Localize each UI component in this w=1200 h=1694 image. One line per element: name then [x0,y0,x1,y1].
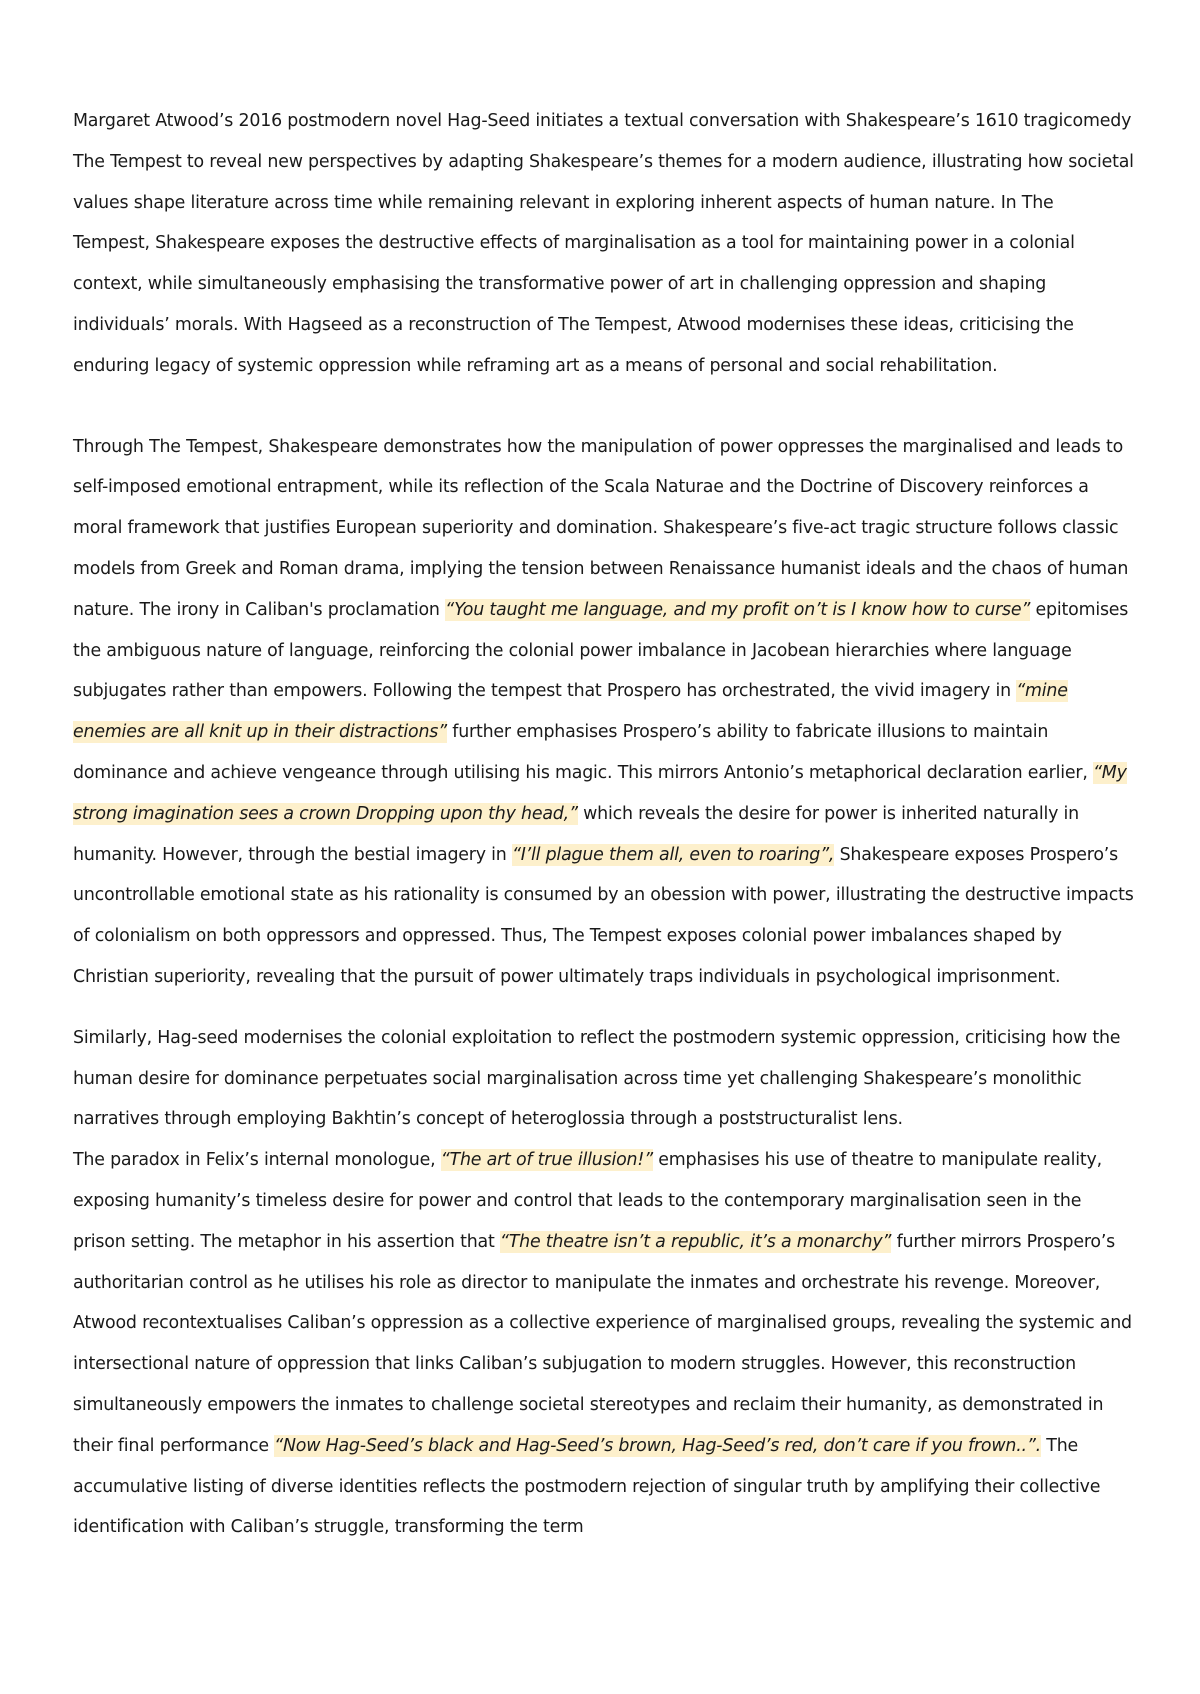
quote-highlight: “I’ll plague them all, even to roaring”, [511,844,835,865]
quote-highlight: “My strong imagination sees a crown Dropping upon thy head,” [73,762,1127,824]
document-body [73,101,1135,1548]
quote-highlight: “You taught me language, and my profit on’t is I know how to curse” [445,599,1031,620]
paragraph-text: which reveals the desire for power is inherited naturally in humanity. However, through the bestial imagery in [73,803,1079,865]
quote-highlight: “mine enemies are all knit up in their distractions” [73,681,1068,743]
paragraph-text: Through The Tempest, Shakespeare demonstrates how the manipulation of power oppresses the marginalised and leads to self-imposed emotional entrapment, while its reflection of the Scala Naturae and the Doctrine of Discovery reinforces a moral framework that justifies European superiority and domination. Shakespeare’s five-act tragic structure follows classic models from Greek and Roman drama, implying the tension between Renaissance humanist ideals and the chaos of human nature. The irony in Caliban's proclamation [73,436,1129,620]
paragraph-text: Margaret Atwood’s 2016 postmodern novel Hag-Seed initiates a textual conversation with Shakespeare’s 1610 tragicomedy The Tempest to reveal new perspectives by adapting Shakespeare’s themes for a modern audience, illustrating how societal values shape literature across time while remaining relevant in exploring inherent aspects of human nature. In The Tempest, Shakespeare exposes the destructive effects of marginalisation as a tool for maintaining power in a colonial context, while simultaneously emphasising the transformative power of art in challenging oppression and shaping individuals’ morals. With Hagseed as a reconstruction of The Tempest, Atwood modernises these ideas, criticising the enduring legacy of systemic oppression while reframing art as a means of personal and social rehabilitation. [73,111,1134,376]
paragraph-text: The paradox in Felix’s internal monologue, [73,1150,441,1171]
paragraph-text: emphasises his use of theatre to manipulate reality, exposing humanity’s timeless desire for power and control that leads to the contemporary marginalisation seen in the prison setting. The metaphor in his assertion that [73,1150,1102,1252]
quote-highlight: “Now Hag-Seed’s black and Hag-Seed’s brown, Hag-Seed’s red, don’t care if you frown..”. [274,1435,1041,1456]
paragraph-text: further emphasises Prospero’s ability to fabricate illusions to maintain dominance and achieve vengeance through utilising his magic. This mirrors Antonio’s metaphorical declaration earlier, [73,722,1093,783]
paragraph-tempest-analysis [73,427,1135,998]
paragraph-text: further mirrors Prospero’s authoritarian control as he utilises his role as director to manipulate the inmates and orchestrate his revenge. Moreover, Atwood recontextualises Caliban’s oppression as a collective experience of marginalised groups, revealing the systemic and intersectional nature of oppression that links Caliban’s subjugation to modern struggles. However, this reconstruction simultaneously empowers the inmates to challenge societal stereotypes and reclaim their humanity, as demonstrated in their final performance [73,1231,1132,1456]
paragraph-text: epitomises the ambiguous nature of language, reinforcing the colonial power imbalance in Jacobean hierarchies where language subjugates rather than empowers. Following the tempest that Prospero has orchestrated, the vivid imagery in [73,599,1129,702]
paragraph-text: Shakespeare exposes Prospero’s uncontrollable emotional state as his rationality is consumed by an obession with power, illustrating the destructive impacts of colonialism on both oppressors and oppressed. Thus, The Tempest exposes colonial power imbalances shaped by Christian superiority, revealing that the pursuit of power ultimately traps individuals in psychological imprisonment. [73,844,1134,987]
paragraph-hagseed-analysis [73,1140,1135,1548]
paragraph-text: Similarly, Hag-seed modernises the colonial exploitation to reflect the postmodern systemic oppression, criticising how the human desire for dominance perpetuates social marginalisation across time yet challenging Shakespeare’s monolithic narratives through employing Bakhtin’s concept of heteroglossia through a poststructuralist lens. [73,1027,1121,1130]
paragraph-introduction [73,101,1135,387]
quote-highlight: “The theatre isn’t a republic, it’s a monarchy” [499,1231,892,1252]
paragraph-text: The accumulative listing of diverse identities reflects the postmodern rejection of singular truth by amplifying their collective identification with Caliban’s struggle, transforming the term [73,1435,1101,1538]
quote-highlight: “The art of true illusion!” [440,1150,653,1171]
paragraph-hagseed-intro [73,1018,1135,1140]
